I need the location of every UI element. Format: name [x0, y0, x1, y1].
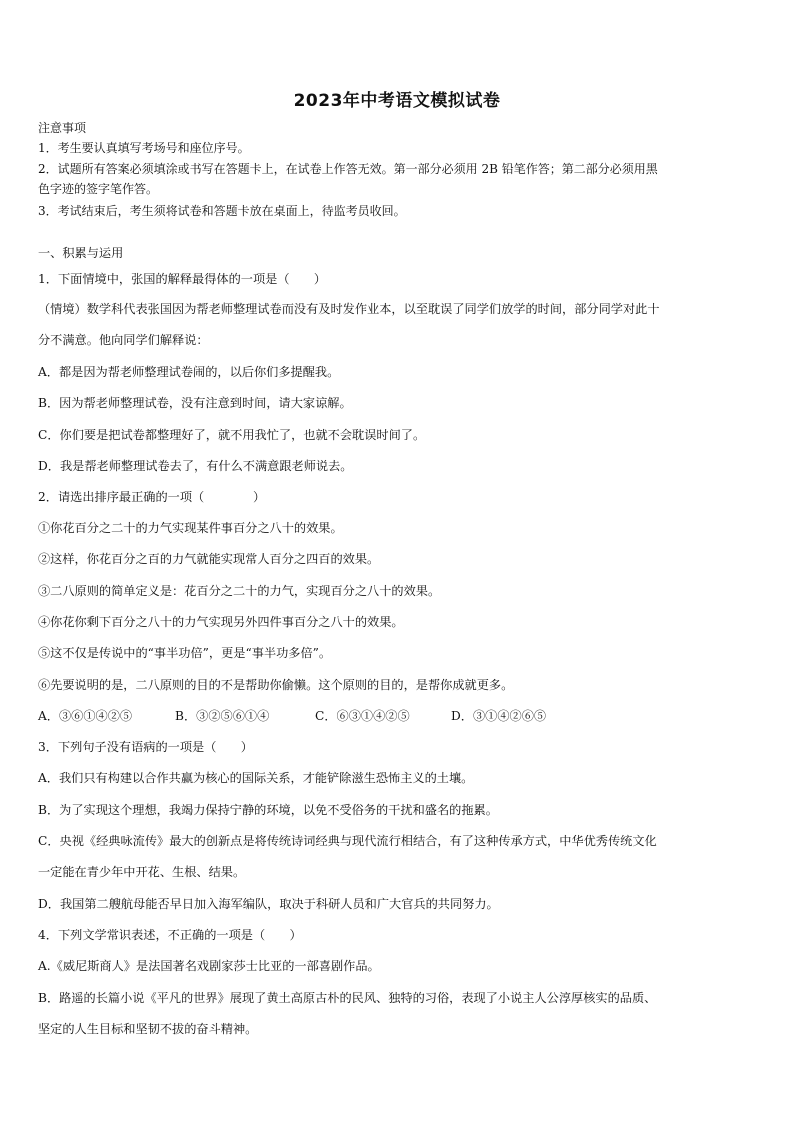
notice-item-2: 2．试题所有答案必须填涂或书写在答题卡上，在试卷上作答无效。第一部分必须用 2B 铅笔作答；第二部分必须用黑: [38, 162, 658, 176]
notice-item-2-cont: 色字迹的签字笔作答。: [38, 182, 159, 196]
notice-heading: 注意事项: [38, 121, 87, 135]
q2-option-c: C．⑥③①④②⑤: [315, 709, 410, 723]
q1-context-line-1: （情境）数学科代表张国因为帮老师整理试卷而没有及时发作业本，以至耽误了同学们放学的时间，部分同学对此十: [38, 302, 660, 316]
q2-sentence-4: ④你花你剩下百分之八十的力气实现另外四件事百分之八十的效果。: [38, 615, 404, 629]
q3-option-a: A．我们只有构建以合作共赢为核心的国际关系，才能铲除滋生恐怖主义的土壤。: [38, 771, 474, 785]
q1-stem: 1．下面情境中，张国的解释最得体的一项是（ ）: [38, 272, 327, 286]
q1-option-a: A．都是因为帮老师整理试卷闹的，以后你们多提醒我。: [38, 365, 340, 379]
q3-option-c-line-1: C．央视《经典咏流传》最大的创新点是将传统诗词经典与现代流行相结合，有了这种传承方式，中华优秀传统文化: [38, 834, 657, 848]
q2-sentence-5: ⑤这不仅是传说中的“事半功倍”，更是“事半功多倍”。: [38, 646, 332, 660]
q2-option-d: D．③①④②⑥⑤: [451, 709, 547, 723]
q4-stem: 4．下列文学常识表述，不正确的一项是（ ）: [38, 928, 302, 942]
q3-option-c-line-2: 一定能在青少年中开花、生根、结果。: [38, 865, 246, 879]
q1-context-line-2: 分不满意。他向同学们解释说：: [38, 333, 209, 347]
q4-option-b-line-2: 坚定的人生目标和坚韧不拔的奋斗精神。: [38, 1022, 258, 1036]
q3-option-d: D．我国第二艘航母能否早日加入海军编队，取决于科研人员和广大官兵的共同努力。: [38, 897, 499, 911]
q4-option-a: A.《威尼斯商人》是法国著名戏剧家莎士比亚的一部喜剧作品。: [38, 959, 380, 973]
notice-item-1: 1．考生要认真填写考场号和座位序号。: [38, 141, 250, 155]
q2-options: [38, 708, 546, 724]
q2-sentence-2: ②这样，你花百分之百的力气就能实现常人百分之四百的效果。: [38, 552, 380, 566]
q1-option-c: C．你们要是把试卷都整理好了，就不用我忙了，也就不会耽误时间了。: [38, 428, 426, 442]
section-heading: 一、积累与运用: [38, 246, 124, 260]
q3-option-b: B．为了实现这个理想，我竭力保持宁静的环境，以免不受俗务的干扰和盛名的拖累。: [38, 803, 498, 817]
exam-title: 2023年中考语文模拟试卷: [293, 91, 501, 111]
q2-stem: 2．请选出排序最正确的一项（ ）: [38, 490, 266, 504]
notice-item-3: 3．考试结束后，考生须将试卷和答题卡放在桌面上，待监考员收回。: [38, 204, 406, 218]
q2-sentence-3: ③二八原则的简单定义是：花百分之二十的力气，实现百分之八十的效果。: [38, 584, 441, 598]
q3-stem: 3．下列句子没有语病的一项是（ ）: [38, 740, 253, 754]
q2-option-a: A．③⑥①④②⑤: [38, 709, 133, 723]
q1-option-d: D．我是帮老师整理试卷去了，有什么不满意跟老师说去。: [38, 459, 353, 473]
q1-option-b: B．因为帮老师整理试卷，没有注意到时间，请大家谅解。: [38, 396, 352, 410]
q4-option-b-line-1: B．路遥的长篇小说《平凡的世界》展现了黄土高原古朴的民风、独特的习俗，表现了小说主人公淳厚核实的品质、: [38, 991, 657, 1005]
q2-option-b: B．③②⑤⑥①④: [175, 709, 270, 723]
q2-sentence-1: ①你花百分之二十的力气实现某件事百分之八十的效果。: [38, 521, 343, 535]
q2-sentence-6: ⑥先要说明的是，二八原则的目的不是帮助你偷懒。这个原则的目的，是帮你成就更多。: [38, 678, 514, 692]
